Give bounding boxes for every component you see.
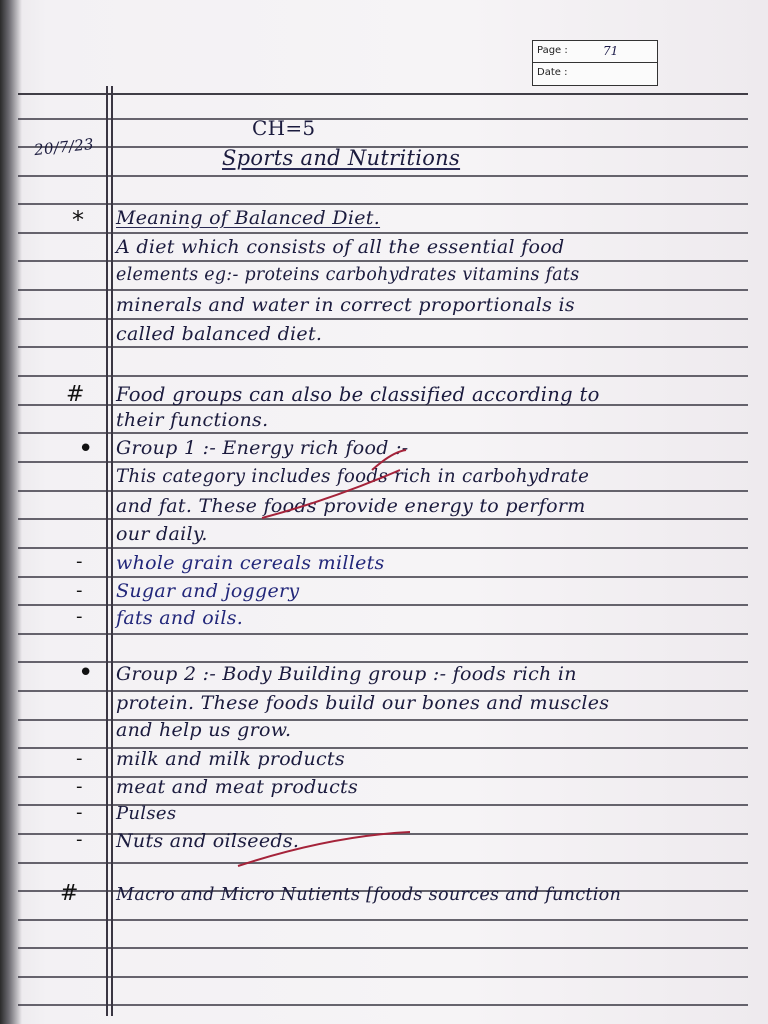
dash-marker: -	[76, 776, 83, 797]
food-groups-line-1: Food groups can also be classified according to	[116, 383, 600, 406]
group1-item-2: Sugar and joggery	[116, 580, 300, 602]
page-label: Page :	[537, 45, 568, 56]
group2-line-2: protein. These foods build our bones and muscles	[116, 692, 610, 714]
group2-line-1: Group 2 :- Body Building group :- foods rich in	[116, 663, 577, 685]
balanced-diet-line-3: minerals and water in correct proportionals is	[116, 294, 575, 316]
page-number: 71	[603, 44, 619, 58]
group1-heading: Group 1 :- Energy rich food :-	[116, 437, 409, 459]
dash-marker: -	[76, 802, 83, 823]
nutrients-heading: Macro and Micro Nutients [foods sources and function	[116, 885, 622, 905]
dash-marker: -	[76, 829, 83, 850]
dash-marker: -	[76, 580, 83, 601]
star-marker: *	[72, 206, 84, 234]
date-label: Date :	[537, 67, 568, 78]
dash-marker: -	[76, 748, 83, 769]
hash-marker: #	[66, 382, 85, 407]
page-title: Sports and Nutritions	[222, 146, 461, 170]
hash-marker: #	[60, 881, 79, 906]
group1-line-1: This category includes foods rich in carbohydrate	[116, 466, 590, 487]
group2-item-1: milk and milk products	[116, 748, 345, 770]
group1-line-2: and fat. These foods provide energy to perform	[116, 495, 586, 517]
group1-item-1: whole grain cereals millets	[116, 552, 385, 574]
entry-date: 20/7/23	[33, 134, 95, 160]
food-groups-line-2: their functions.	[116, 409, 269, 431]
bullet-marker: •	[78, 658, 94, 688]
group2-item-2: meat and meat products	[116, 776, 359, 798]
bullet-marker: •	[78, 434, 94, 464]
group2-item-3: Pulses	[116, 803, 177, 824]
dash-marker: -	[76, 551, 83, 572]
balanced-diet-line-2: elements eg:- proteins carbohydrates vitamins fats	[116, 265, 580, 285]
balanced-diet-heading: Meaning of Balanced Diet.	[116, 207, 381, 229]
group1-line-3: our daily.	[116, 523, 208, 545]
balanced-diet-line-1: A diet which consists of all the essential food	[116, 236, 565, 258]
balanced-diet-line-4: called balanced diet.	[116, 323, 323, 345]
dash-marker: -	[76, 606, 83, 627]
group1-item-3: fats and oils.	[116, 607, 244, 629]
group2-line-3: and help us grow.	[116, 719, 292, 741]
chapter-heading: CH=5	[252, 116, 316, 140]
group2-item-4: Nuts and oilseeds.	[116, 830, 300, 852]
